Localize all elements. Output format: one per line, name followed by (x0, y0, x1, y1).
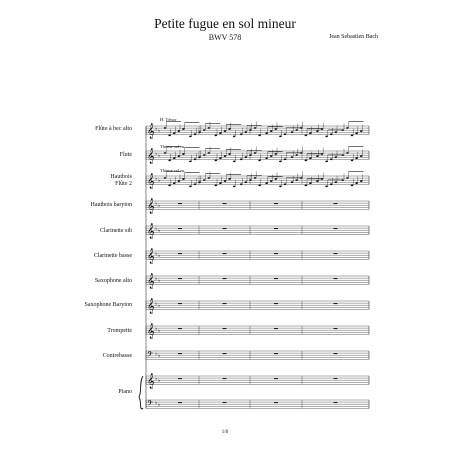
whole-rest (178, 353, 182, 354)
note-head (203, 179, 206, 181)
note-head (254, 127, 257, 129)
note-head (189, 136, 192, 138)
note-head (335, 156, 338, 158)
flat-icon: ♭ (155, 176, 158, 182)
flat-icon: ♭ (155, 201, 158, 207)
note-head (342, 129, 345, 131)
note-head (346, 127, 349, 129)
whole-rest (334, 278, 338, 279)
flat-icon: ♭ (158, 378, 161, 384)
flat-icon: ♭ (155, 276, 158, 282)
whole-rest (223, 402, 227, 403)
note-head (316, 155, 319, 157)
note-head (300, 127, 303, 129)
note-head (284, 183, 287, 185)
whole-rest (223, 353, 227, 354)
note-head (330, 183, 333, 185)
flat-icon: ♭ (158, 203, 161, 209)
flat-icon: ♭ (155, 326, 158, 332)
note-head (321, 178, 324, 180)
note-head (233, 136, 236, 138)
note-head (351, 134, 354, 136)
note-head (198, 131, 201, 133)
whole-rest (178, 328, 182, 329)
whole-rest (223, 203, 227, 204)
note-head (270, 155, 273, 157)
whole-rest (274, 228, 278, 229)
treble-clef-icon: 𝄞 (147, 374, 155, 389)
treble-clef-icon: 𝄞 (147, 199, 155, 214)
flat-icon: ♭ (158, 253, 161, 259)
note-head (325, 161, 328, 163)
note-head (203, 129, 206, 131)
note-head (258, 159, 261, 161)
note-head (270, 130, 273, 132)
treble-clef-icon: 𝄞 (147, 324, 155, 339)
whole-rest (274, 378, 278, 379)
note-head (291, 156, 294, 158)
note-head (198, 181, 201, 183)
note-head (215, 184, 218, 186)
note-head (300, 177, 303, 179)
note-head (189, 161, 192, 163)
note-head (330, 133, 333, 135)
whole-rest (178, 278, 182, 279)
note-head (249, 179, 252, 181)
note-head (300, 152, 303, 154)
composer-name: Jean Sebastien Bach (329, 34, 378, 40)
note-head (208, 152, 211, 154)
note-head (291, 181, 294, 183)
note-head (279, 186, 282, 188)
note-head (173, 157, 176, 159)
note-head (360, 155, 363, 157)
note-head (305, 159, 308, 161)
whole-rest (274, 402, 278, 403)
piano-brace (139, 376, 143, 409)
note-head (194, 133, 197, 135)
flat-icon: ♭ (155, 126, 158, 132)
note-head (168, 134, 171, 136)
note-head (164, 152, 167, 154)
note-head (330, 158, 333, 160)
treble-clef-icon: 𝄞 (147, 124, 155, 139)
bass-clef-icon: 𝄢 (147, 351, 153, 361)
flat-icon: ♭ (155, 251, 158, 257)
note-head (245, 181, 248, 183)
note-head (224, 130, 227, 132)
instrument-label-clarinette-basse: Clarinette basse (93, 253, 132, 259)
note-head (240, 183, 243, 185)
note-head (265, 157, 268, 159)
note-head (291, 131, 294, 133)
whole-rest (178, 303, 182, 304)
note-head (164, 127, 167, 129)
treble-clef-icon: 𝄞 (147, 249, 155, 264)
flat-icon: ♭ (155, 226, 158, 232)
whole-rest (178, 378, 182, 379)
note-head (295, 129, 298, 131)
note-head (182, 178, 185, 180)
note-head (228, 128, 231, 130)
note-head (316, 130, 319, 132)
whole-rest (334, 378, 338, 379)
note-head (360, 180, 363, 182)
whole-rest (178, 203, 182, 204)
note-head (228, 178, 231, 180)
note-head (168, 159, 171, 161)
note-head (351, 184, 354, 186)
note-head (178, 155, 181, 157)
whole-rest (223, 253, 227, 254)
treble-clef-icon: 𝄞 (147, 274, 155, 289)
staff-group (139, 122, 369, 411)
note-head (254, 152, 257, 154)
note-head (194, 183, 197, 185)
note-head (208, 127, 211, 129)
instrument-label-piano: Piano (118, 389, 132, 395)
note-head (240, 133, 243, 135)
note-head (203, 154, 206, 156)
note-head (224, 180, 227, 182)
note-head (335, 181, 338, 183)
whole-rest (223, 328, 227, 329)
note-head (265, 132, 268, 134)
flat-icon: ♭ (158, 128, 161, 134)
whole-rest (334, 328, 338, 329)
flat-icon: ♭ (155, 301, 158, 307)
treble-clef-icon: 𝄞 (147, 149, 155, 164)
note-head (321, 153, 324, 155)
annotation-h-tenor: H. Ténor (160, 117, 177, 122)
flat-icon: ♭ (155, 400, 158, 406)
note-head (265, 182, 268, 184)
note-head (351, 159, 354, 161)
note-head (360, 130, 363, 132)
page-number: 1/8 (221, 430, 229, 435)
note-head (198, 156, 201, 158)
note-head (355, 157, 358, 159)
note-head (321, 128, 324, 130)
flat-icon: ♭ (155, 151, 158, 157)
note-head (233, 161, 236, 163)
whole-rest (178, 402, 182, 403)
whole-rest (334, 402, 338, 403)
note-head (215, 134, 218, 136)
flat-icon: ♭ (155, 376, 158, 382)
note-head (258, 184, 261, 186)
whole-rest (274, 203, 278, 204)
note-head (325, 186, 328, 188)
whole-rest (274, 253, 278, 254)
whole-rest (334, 203, 338, 204)
whole-rest (274, 353, 278, 354)
note-head (342, 154, 345, 156)
flat-icon: ♭ (158, 353, 161, 359)
note-head (173, 132, 176, 134)
note-head (275, 178, 278, 180)
note-head (275, 128, 278, 130)
note-head (245, 156, 248, 158)
flat-icon: ♭ (155, 351, 158, 357)
page-title: Petite fugue en sol mineur (154, 16, 296, 31)
note-head (178, 130, 181, 132)
note-head (279, 136, 282, 138)
note-head (194, 158, 197, 160)
note-head (219, 182, 222, 184)
note-head (233, 186, 236, 188)
flat-icon: ♭ (158, 303, 161, 309)
note-head (219, 157, 222, 159)
whole-rest (223, 278, 227, 279)
note-head (335, 131, 338, 133)
whole-rest (223, 303, 227, 304)
note-head (189, 186, 192, 188)
whole-rest (178, 253, 182, 254)
note-head (305, 134, 308, 136)
note-head (270, 180, 273, 182)
annotation-theme-hautbois: Thème sol m. (160, 168, 186, 173)
instrument-label-saxophone-baryton: Saxophone Baryton (84, 302, 132, 308)
whole-rest (223, 378, 227, 379)
whole-rest (334, 303, 338, 304)
whole-rest (334, 228, 338, 229)
note-head (182, 153, 185, 155)
note-head (258, 134, 261, 136)
note-head (284, 158, 287, 160)
catalog-number: BWV 578 (208, 33, 242, 42)
note-head (284, 133, 287, 135)
note-head (215, 159, 218, 161)
instrument-label-trompette: Trompette (107, 328, 132, 334)
note-head (182, 128, 185, 130)
whole-rest (178, 228, 182, 229)
note-head (309, 132, 312, 134)
flat-icon: ♭ (158, 328, 161, 334)
whole-rest (223, 228, 227, 229)
note-head (305, 184, 308, 186)
note-head (249, 129, 252, 131)
note-head (342, 179, 345, 181)
whole-rest (274, 278, 278, 279)
instrument-label-hautbois-flute-2: Hautbois Flûte 2 (110, 174, 132, 187)
note-head (355, 132, 358, 134)
note-head (295, 179, 298, 181)
flat-icon: ♭ (158, 402, 161, 408)
instrument-label-hautbois-baryton: Hautbois baryton (90, 202, 132, 208)
annotation-theme-flute: Thème sol m. (160, 144, 186, 149)
note-head (254, 177, 257, 179)
note-head (173, 182, 176, 184)
whole-rest (274, 303, 278, 304)
note-head (316, 180, 319, 182)
note-head (224, 155, 227, 157)
note-head (249, 154, 252, 156)
instrument-label-clarinette-sib: Clarinette sib (99, 228, 132, 234)
note-head (240, 158, 243, 160)
flat-icon: ♭ (158, 278, 161, 284)
whole-rest (274, 328, 278, 329)
note-head (346, 177, 349, 179)
note-head (178, 180, 181, 182)
treble-clef-icon: 𝄞 (147, 174, 155, 189)
note-head (168, 184, 171, 186)
treble-clef-icon: 𝄞 (147, 299, 155, 314)
instrument-label-flute-a-bec-alto: Flûte à bec alto (95, 126, 132, 132)
note-head (228, 153, 231, 155)
note-head (219, 132, 222, 134)
note-head (355, 182, 358, 184)
note-head (275, 153, 278, 155)
note-head (245, 131, 248, 133)
note-head (346, 152, 349, 154)
whole-rest (334, 353, 338, 354)
flat-icon: ♭ (158, 228, 161, 234)
bass-clef-icon: 𝄢 (147, 400, 153, 410)
note-head (309, 182, 312, 184)
note-head (309, 157, 312, 159)
note-head (208, 177, 211, 179)
flat-icon: ♭ (158, 178, 161, 184)
instrument-label-saxophone-alto: Saxophone alto (94, 278, 132, 284)
whole-rest (334, 253, 338, 254)
instrument-label-contrebasse: Contrebasse (102, 353, 132, 359)
instrument-label-flute: Flute (119, 152, 132, 158)
note-head (325, 136, 328, 138)
note-head (279, 161, 282, 163)
note-head (164, 177, 167, 179)
note-head (295, 154, 298, 156)
flat-icon: ♭ (158, 153, 161, 159)
treble-clef-icon: 𝄞 (147, 224, 155, 239)
